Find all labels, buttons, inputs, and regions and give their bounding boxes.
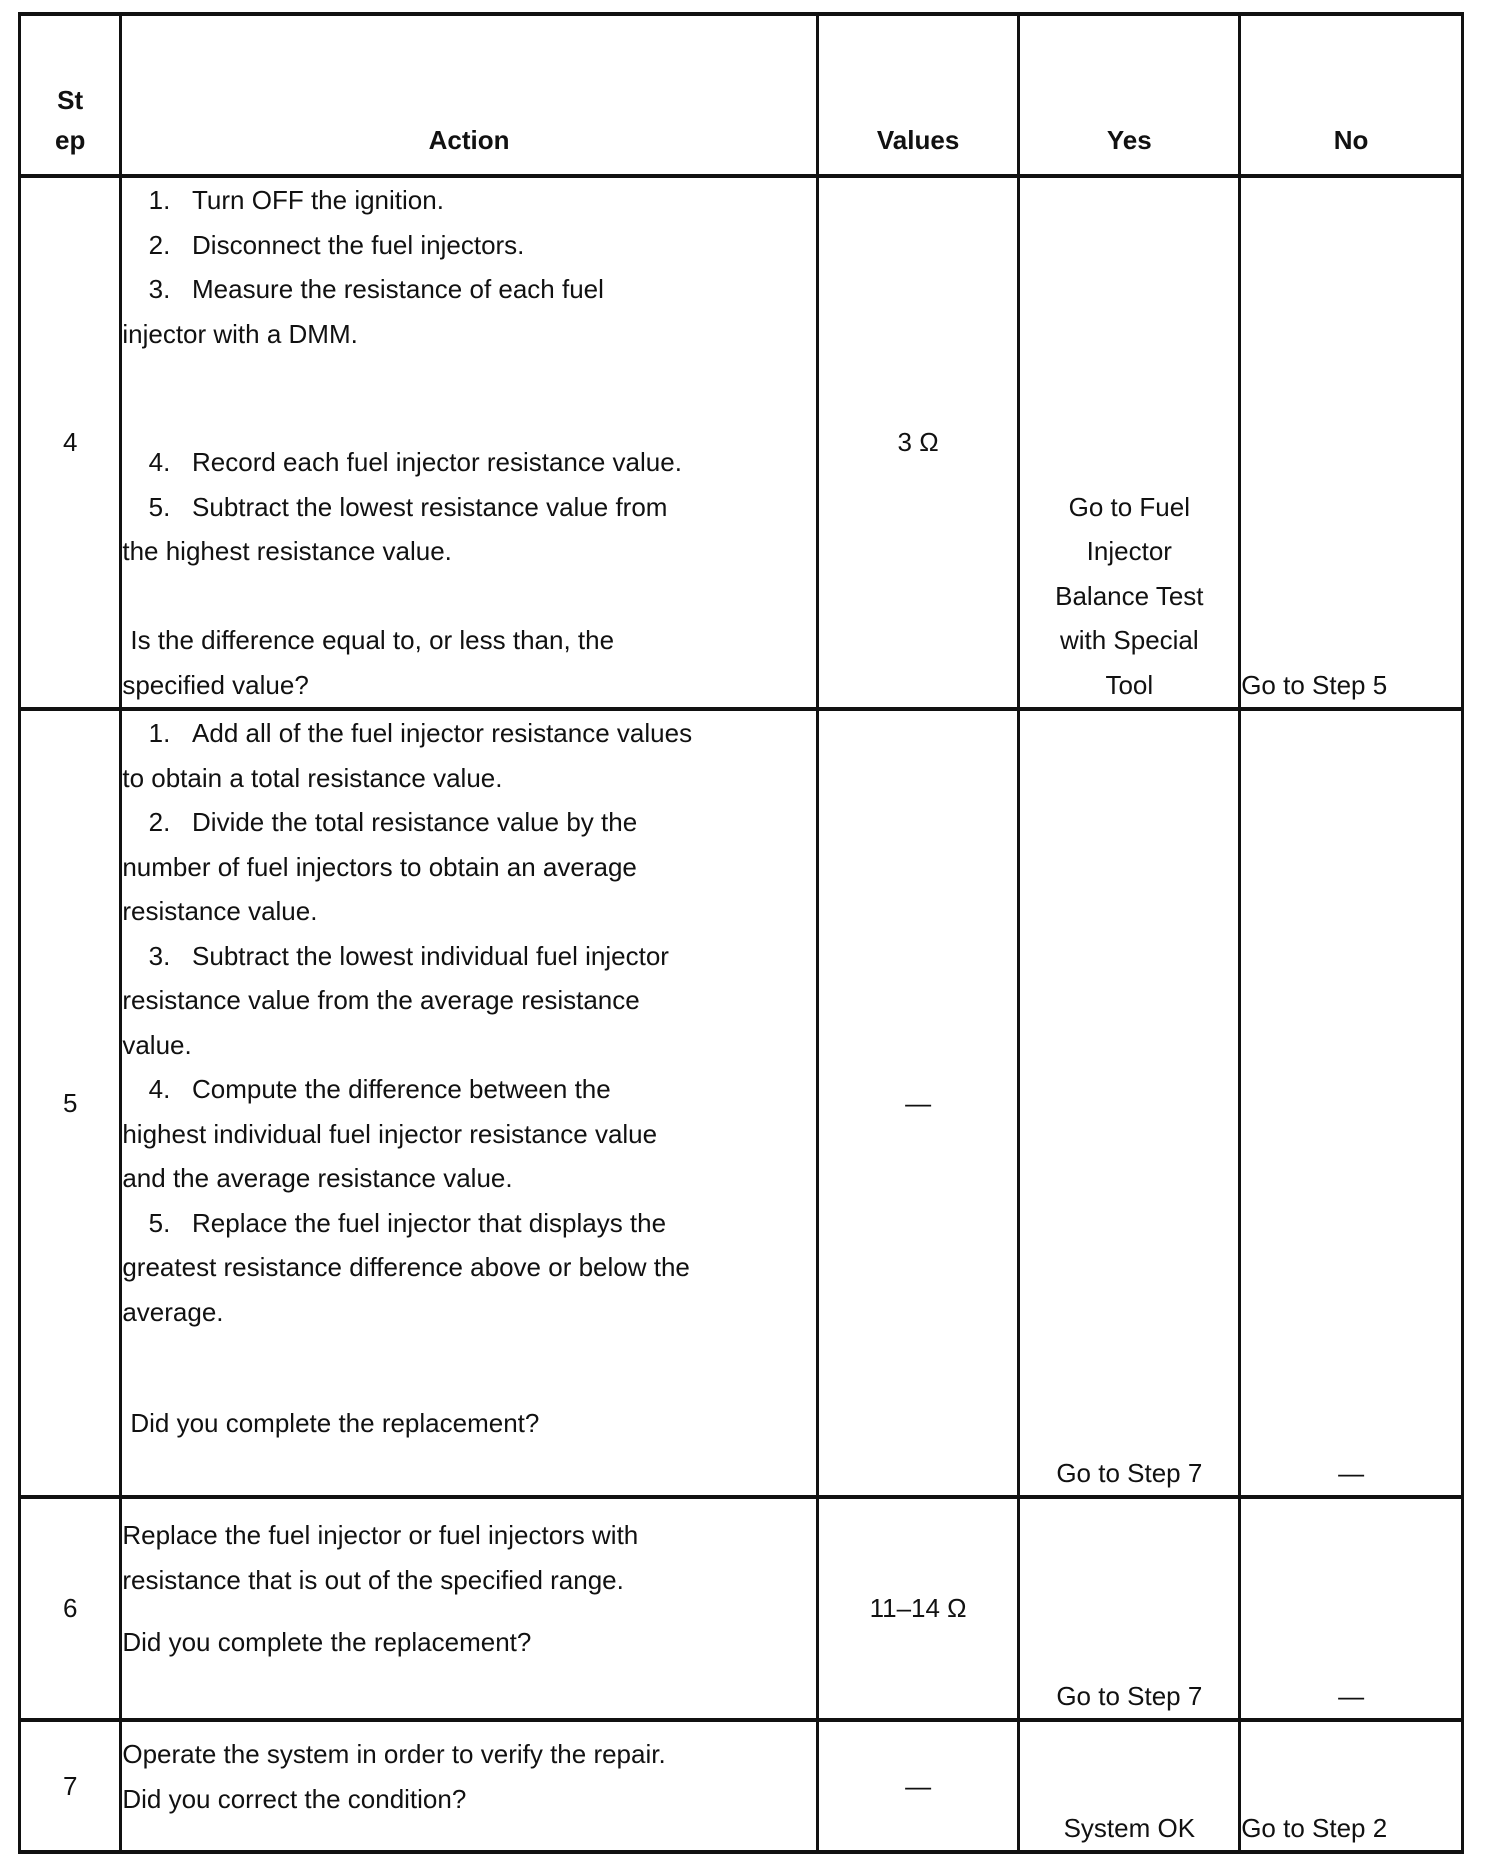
action-line: the highest resistance value. (122, 536, 452, 566)
yes-cell (1019, 176, 1240, 709)
action-line: injector with a DMM. (122, 318, 358, 349)
header-no: No (1240, 14, 1463, 176)
action-line: resistance value. (122, 896, 318, 926)
yes-line: Tool (1105, 669, 1154, 700)
action-item: 1. Turn OFF the ignition. (148, 185, 444, 215)
value-cell: 3 Ω (817, 176, 1019, 709)
table-row-step-5 (20, 709, 1463, 1497)
action-cell (121, 1497, 817, 1720)
yes-line: Balance Test (1055, 580, 1204, 611)
yes-line: Injector (1086, 536, 1172, 566)
action-item: 4. Compute the difference between the (148, 1074, 611, 1104)
action-item: 5. Subtract the lowest resistance value from (148, 491, 668, 522)
no-cell: — (1240, 709, 1463, 1497)
yes-cell: Go to Step 7 (1019, 1497, 1240, 1720)
no-cell: — (1240, 1497, 1463, 1720)
header-values: Values (817, 14, 1019, 176)
value-cell: — (817, 1720, 1019, 1852)
header-step (20, 14, 121, 176)
value-cell: — (817, 709, 1019, 1497)
yes-cell: System OK (1019, 1720, 1240, 1852)
table-row-step-6 (20, 1497, 1463, 1720)
action-question: specified value? (122, 669, 309, 700)
action-item: 2. Disconnect the fuel injectors. (148, 229, 525, 260)
yes-cell: Go to Step 7 (1019, 709, 1240, 1497)
step-number: 5 (20, 709, 121, 1497)
action-line: value. (122, 1029, 192, 1060)
action-cell (121, 176, 817, 709)
action-line: Did you correct the condition? (122, 1783, 467, 1814)
table-row-step-4 (20, 176, 1463, 709)
action-line: number of fuel injectors to obtain an average (122, 851, 637, 882)
diagnostic-table-sheet (18, 12, 1464, 1854)
action-question: Did you complete the replacement? (122, 1627, 532, 1657)
step-number: 6 (20, 1497, 121, 1720)
action-line: to obtain a total resistance value. (122, 762, 503, 793)
yes-line: Go to Fuel (1068, 491, 1191, 522)
action-line: average. (122, 1296, 224, 1327)
step-number: 4 (20, 176, 121, 709)
table-header-row (20, 14, 1463, 176)
action-item: 5. Replace the fuel injector that displays the (148, 1207, 667, 1238)
action-item: 1. Add all of the fuel injector resistance values (148, 718, 693, 748)
header-step-line1: St (57, 85, 84, 115)
action-cell (121, 1720, 817, 1852)
action-question: Did you complete the replacement? (130, 1408, 540, 1438)
header-step-line2: ep (55, 125, 86, 155)
no-cell: Go to Step 2 (1240, 1720, 1463, 1852)
action-item: 4. Record each fuel injector resistance value. (148, 447, 682, 477)
header-yes: Yes (1019, 14, 1240, 176)
diagnostic-table (18, 12, 1464, 1854)
action-line: Operate the system in order to verify the repair. (122, 1739, 666, 1769)
action-item: 2. Divide the total resistance value by the (148, 807, 638, 837)
action-item: 3. Measure the resistance of each fuel (148, 274, 604, 304)
action-question: Is the difference equal to, or less than, the (130, 625, 615, 655)
action-line: greatest resistance difference above or below the (122, 1252, 690, 1282)
action-line: highest individual fuel injector resistance value (122, 1118, 658, 1149)
action-line: resistance value from the average resistance (122, 985, 640, 1015)
action-line: Replace the fuel injector or fuel injectors with (122, 1520, 639, 1550)
no-cell: Go to Step 5 (1240, 176, 1463, 709)
table-row-step-7 (20, 1720, 1463, 1852)
header-action: Action (121, 14, 817, 176)
action-cell (121, 709, 817, 1497)
action-item: 3. Subtract the lowest individual fuel injector (148, 940, 669, 971)
yes-line: with Special (1059, 625, 1199, 655)
value-cell: 11–14 Ω (817, 1497, 1019, 1720)
step-number: 7 (20, 1720, 121, 1852)
action-line: resistance that is out of the specified range. (122, 1564, 624, 1595)
action-line: and the average resistance value. (122, 1163, 513, 1193)
